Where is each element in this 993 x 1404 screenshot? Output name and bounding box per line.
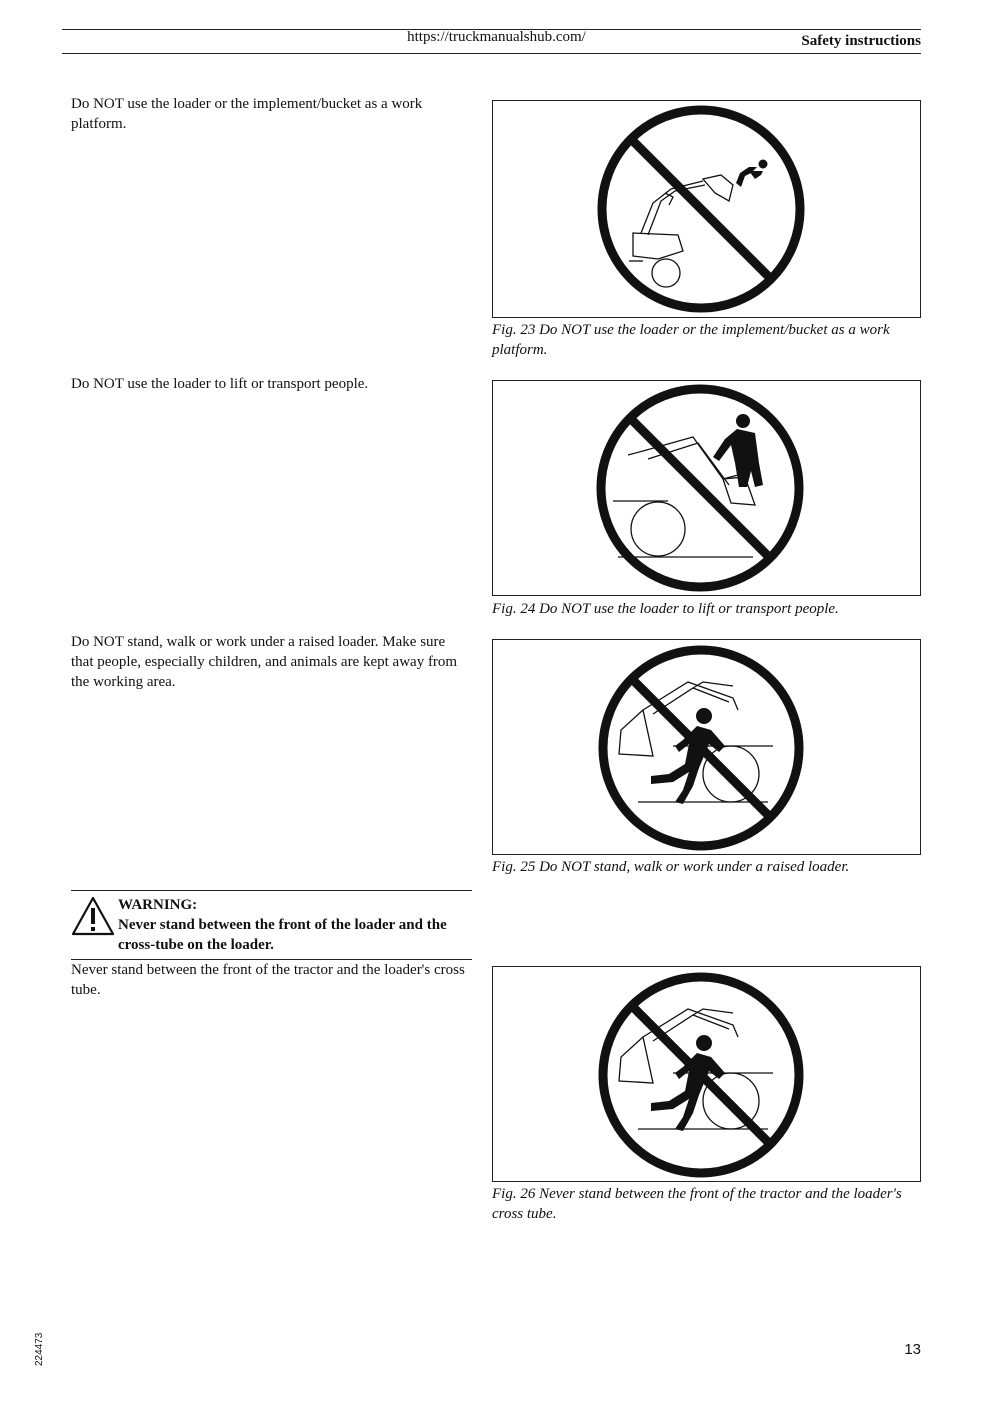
figure-25 [492,639,921,855]
figure-24-caption: Fig. 24 Do NOT use the loader to lift or transport people. [492,601,839,617]
page-number: 13 [904,1341,921,1358]
under-raised-loader-prohibited-icon [493,640,920,854]
section-3-text: Do NOT stand, walk or work under a raised loader. Make sure that people, especially children, and animals are kept away from the working area. [71,634,458,690]
header-top-rule [62,29,921,30]
work-platform-prohibited-icon [493,101,920,317]
figure-25-caption: Fig. 25 Do NOT stand, walk or work under a raised loader. [492,859,850,875]
section-4-text: Never stand between the front of the tractor and the loader's cross tube. [71,962,465,998]
figure-23 [492,100,921,318]
section-1-text: Do NOT use the loader or the implement/bucket as a work platform. [71,96,423,132]
lift-people-prohibited-icon [493,381,920,595]
document-id: 224473 [34,1332,45,1366]
warning-text: Never stand between the front of the loader and the cross-tube on the loader. [118,917,447,953]
header-section-title: Safety instructions [801,33,921,49]
warning-triangle-icon [71,895,115,937]
warning-top-rule [71,890,472,891]
section-2-text: Do NOT use the loader to lift or transport people. [71,376,369,392]
figure-26 [492,966,921,1182]
warning-title: WARNING: [118,897,198,913]
figure-24 [492,380,921,596]
header-bottom-rule [62,53,921,54]
figure-26-caption: Fig. 26 Never stand between the front of the tractor and the loader's cross tube. [492,1186,902,1222]
header-url: https://truckmanualshub.com/ [407,29,586,45]
between-tractor-and-cross-tube-prohibited-icon [493,967,920,1181]
figure-23-caption: Fig. 23 Do NOT use the loader or the implement/bucket as a work platform. [492,322,890,358]
